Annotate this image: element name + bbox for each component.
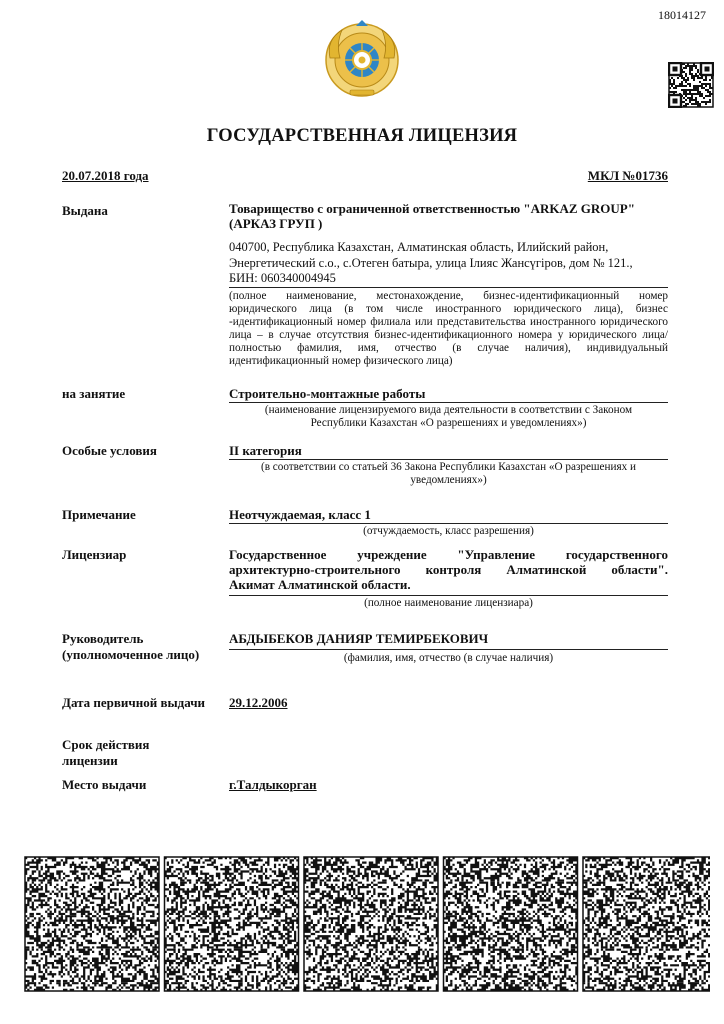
barcode-block bbox=[583, 857, 710, 991]
divider bbox=[229, 287, 668, 288]
licensor-line1: Государственное учреждение "Управление государственного bbox=[229, 547, 668, 562]
head-label-line2: (уполномоченное лицо) bbox=[62, 647, 200, 662]
conditions-caption bbox=[229, 461, 668, 487]
address-line1: 040700, Республика Казахстан, Алматинская область, Илийский район, bbox=[229, 240, 609, 254]
issue-date: 20.07.2018 года bbox=[62, 168, 149, 183]
divider bbox=[229, 649, 668, 650]
validity-label-line1: Срок действия bbox=[62, 737, 150, 752]
activity-caption bbox=[229, 404, 668, 430]
validity-label bbox=[62, 737, 149, 769]
conditions-caption-line2: уведомлениях») bbox=[410, 474, 487, 486]
qr-code-icon bbox=[668, 62, 714, 108]
issued-label: Выдана bbox=[62, 203, 108, 218]
barcode-block bbox=[25, 857, 159, 991]
license-number: МКЛ №01736 bbox=[587, 168, 668, 183]
address-line3: БИН: 060340004945 bbox=[229, 271, 336, 285]
place-label: Место выдачи bbox=[62, 777, 147, 792]
head-caption: (фамилия, имя, отчество (в случае наличия) bbox=[343, 652, 554, 664]
remark-value: Неотчуждаемая, класс 1 bbox=[229, 507, 371, 522]
licensee-caption: (полное наименование, местонахождение, бизнес-идентификационный номер юридического лица (в том числе иностранного юридического лица), бизнес -идентификационный номер филиала или представительства иностранного юридического лица – в случае отсутствия бизнес-идентификационного номера у юридического лица/полностью фамилия, имя, отчество (в случае наличия), индивидуальный идентификационный номер физического лица) bbox=[229, 290, 668, 367]
licensee-address bbox=[229, 240, 668, 287]
conditions-value: II категория bbox=[229, 443, 302, 458]
barcode-block bbox=[304, 857, 438, 991]
head-value: АБДЫБЕКОВ ДАНИЯР ТЕМИРБЕКОВИЧ bbox=[229, 631, 489, 646]
licensor-caption: (полное наименование лицензиара) bbox=[364, 597, 533, 609]
divider bbox=[229, 402, 668, 403]
document-number: 18014127 bbox=[658, 8, 706, 22]
licensee-name-line1: Товарищество с ограниченной ответственностью "ARKAZ GROUP" bbox=[229, 201, 635, 216]
barcode-strip bbox=[24, 856, 710, 992]
conditions-caption-line1: (в соответствии со статьей 36 Закона Республики Казахстан «О разрешениях и bbox=[260, 461, 637, 473]
divider bbox=[229, 595, 668, 596]
licensor-label: Лицензиар bbox=[62, 547, 127, 562]
barcode-block bbox=[444, 857, 578, 991]
state-emblem-icon bbox=[322, 18, 402, 98]
conditions-label: Особые условия bbox=[62, 443, 157, 458]
barcode-block bbox=[165, 857, 299, 991]
head-label-line1: Руководитель bbox=[62, 631, 144, 646]
head-label bbox=[62, 631, 199, 663]
divider bbox=[229, 523, 668, 524]
first-issue-label: Дата первичной выдачи bbox=[62, 695, 206, 710]
activity-label: на занятие bbox=[62, 386, 126, 401]
activity-value: Строительно-монтажные работы bbox=[229, 386, 426, 401]
validity-label-line2: лицензии bbox=[62, 753, 118, 768]
first-issue-value: 29.12.2006 bbox=[229, 695, 288, 710]
activity-caption-line1: (наименование лицензируемого вида деятельности в соответствии с Законом bbox=[264, 404, 633, 416]
licensee-name-line2: (АРКАЗ ГРУП ) bbox=[229, 216, 323, 231]
licensor-line2: архитектурно-строительного контроля Алматинской области". bbox=[229, 562, 668, 577]
activity-caption-line2: Республики Казахстан «О разрешениях и уведомлениях») bbox=[310, 417, 587, 429]
licensor-value bbox=[229, 547, 668, 592]
licensor-line3: Акимат Алматинской области. bbox=[229, 577, 411, 592]
remark-label: Примечание bbox=[62, 507, 136, 522]
remark-caption: (отчуждаемость, класс разрешения) bbox=[363, 525, 534, 537]
page-title: ГОСУДАРСТВЕННАЯ ЛИЦЕНЗИЯ bbox=[206, 126, 518, 146]
licensee-name bbox=[229, 201, 668, 231]
place-value: г.Талдыкорган bbox=[229, 777, 317, 792]
divider bbox=[229, 459, 668, 460]
address-line2: Энергетический с.о., с.Отеген батыра, улица Ілияс Жансүгіров, дом № 121., bbox=[229, 255, 633, 270]
